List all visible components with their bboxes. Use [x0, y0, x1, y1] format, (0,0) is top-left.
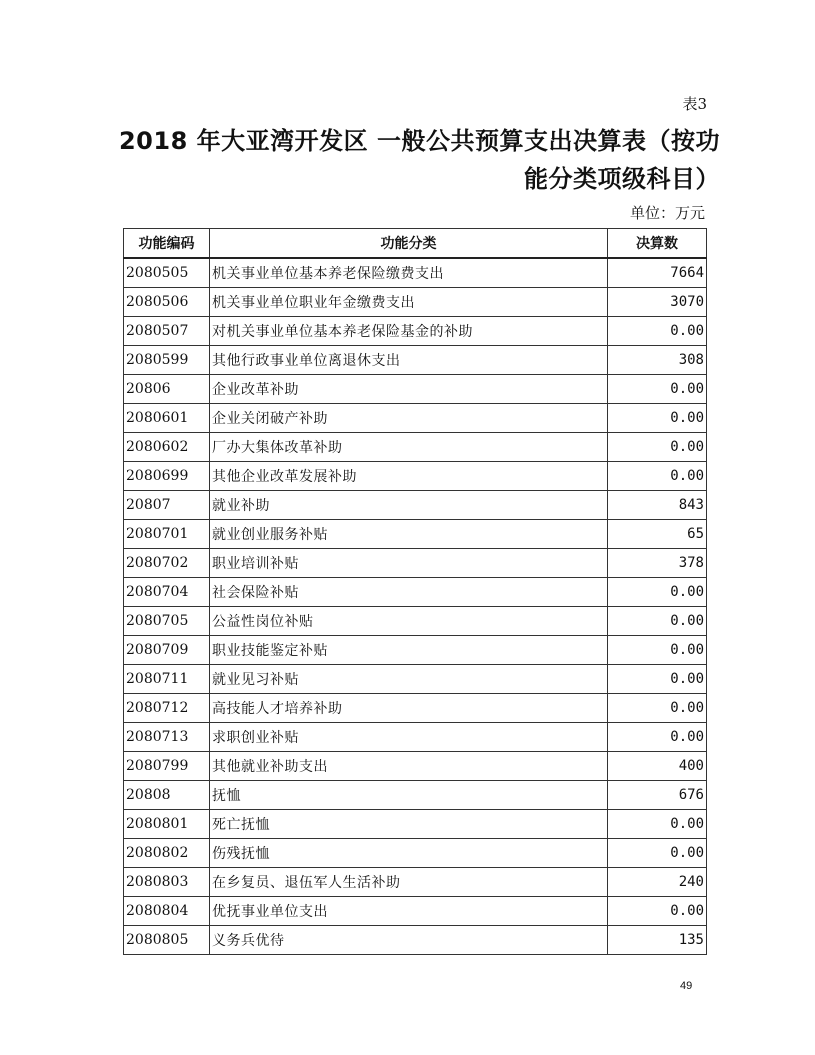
code-cell: 2080704 [124, 578, 210, 607]
table-row [124, 549, 707, 578]
amount-cell: 400 [608, 752, 707, 781]
amount-cell: 0.00 [608, 404, 707, 433]
amount-cell: 308 [608, 346, 707, 375]
amount-cell: 0.00 [608, 636, 707, 665]
name-cell: 其他企业改革发展补助 [210, 462, 608, 491]
code-cell: 2080507 [124, 317, 210, 346]
name-cell: 优抚事业单位支出 [210, 897, 608, 926]
table-row [124, 723, 707, 752]
amount-cell: 65 [608, 520, 707, 549]
name-cell: 在乡复员、退伍军人生活补助 [210, 868, 608, 897]
code-cell: 2080804 [124, 897, 210, 926]
code-cell: 2080803 [124, 868, 210, 897]
table-row [124, 665, 707, 694]
table-row [124, 317, 707, 346]
name-cell: 就业补助 [210, 491, 608, 520]
amount-cell: 843 [608, 491, 707, 520]
code-cell: 2080805 [124, 926, 210, 955]
amount-cell: 0.00 [608, 462, 707, 491]
name-cell: 就业创业服务补贴 [210, 520, 608, 549]
name-cell: 其他就业补助支出 [210, 752, 608, 781]
table-row [124, 694, 707, 723]
table-row [124, 433, 707, 462]
name-cell: 职业技能鉴定补贴 [210, 636, 608, 665]
name-cell: 企业关闭破产补助 [210, 404, 608, 433]
code-cell: 20806 [124, 375, 210, 404]
table-row [124, 897, 707, 926]
name-cell: 机关事业单位职业年金缴费支出 [210, 288, 608, 317]
amount-cell: 135 [608, 926, 707, 955]
name-cell: 其他行政事业单位离退休支出 [210, 346, 608, 375]
table-row [124, 839, 707, 868]
budget-table [123, 228, 707, 955]
amount-cell: 0.00 [608, 375, 707, 404]
table-row [124, 462, 707, 491]
table-row [124, 781, 707, 810]
amount-cell: 0.00 [608, 607, 707, 636]
amount-cell: 0.00 [608, 665, 707, 694]
amount-cell: 0.00 [608, 810, 707, 839]
name-cell: 对机关事业单位基本养老保险基金的补助 [210, 317, 608, 346]
name-cell: 高技能人才培养补助 [210, 694, 608, 723]
code-cell: 2080802 [124, 839, 210, 868]
header-row [124, 229, 707, 259]
name-cell: 就业见习补贴 [210, 665, 608, 694]
table-row [124, 375, 707, 404]
header-code: 功能编码 [124, 229, 210, 259]
table-row [124, 578, 707, 607]
code-cell: 2080712 [124, 694, 210, 723]
amount-cell: 0.00 [608, 723, 707, 752]
amount-cell: 7664 [608, 258, 707, 288]
code-cell: 2080602 [124, 433, 210, 462]
table-row [124, 288, 707, 317]
header-amount: 决算数 [608, 229, 707, 259]
name-cell: 求职创业补贴 [210, 723, 608, 752]
document-title [90, 122, 720, 198]
name-cell: 公益性岗位补贴 [210, 607, 608, 636]
header-name: 功能分类 [210, 229, 608, 259]
table-row [124, 491, 707, 520]
code-cell: 2080701 [124, 520, 210, 549]
table-label: 表3 [682, 95, 707, 113]
name-cell: 职业培训补贴 [210, 549, 608, 578]
code-cell: 2080709 [124, 636, 210, 665]
name-cell: 企业改革补助 [210, 375, 608, 404]
amount-cell: 0.00 [608, 433, 707, 462]
amount-cell: 0.00 [608, 578, 707, 607]
name-cell: 厂办大集体改革补助 [210, 433, 608, 462]
code-cell: 2080699 [124, 462, 210, 491]
amount-cell: 0.00 [608, 317, 707, 346]
name-cell: 抚恤 [210, 781, 608, 810]
table-row [124, 810, 707, 839]
code-cell: 2080599 [124, 346, 210, 375]
table-row [124, 404, 707, 433]
title-line-1: 2018 年大亚湾开发区 一般公共预算支出决算表（按功 [118, 127, 720, 155]
name-cell: 死亡抚恤 [210, 810, 608, 839]
code-cell: 2080705 [124, 607, 210, 636]
unit-label: 单位：万元 [629, 204, 705, 222]
code-cell: 2080713 [124, 723, 210, 752]
code-cell: 2080702 [124, 549, 210, 578]
name-cell: 伤残抚恤 [210, 839, 608, 868]
amount-cell: 0.00 [608, 839, 707, 868]
amount-cell: 0.00 [608, 694, 707, 723]
amount-cell: 378 [608, 549, 707, 578]
amount-cell: 3070 [608, 288, 707, 317]
table-body [124, 258, 707, 955]
page-number: 49 [680, 980, 693, 992]
name-cell: 机关事业单位基本养老保险缴费支出 [210, 258, 608, 288]
table-row [124, 258, 707, 288]
table-row [124, 607, 707, 636]
table-row [124, 752, 707, 781]
code-cell: 2080601 [124, 404, 210, 433]
table-row [124, 346, 707, 375]
code-cell: 2080505 [124, 258, 210, 288]
title-line-2: 能分类项级科目） [524, 165, 720, 193]
table-row [124, 636, 707, 665]
code-cell: 20807 [124, 491, 210, 520]
code-cell: 2080801 [124, 810, 210, 839]
code-cell: 2080711 [124, 665, 210, 694]
code-cell: 2080506 [124, 288, 210, 317]
code-cell: 20808 [124, 781, 210, 810]
amount-cell: 240 [608, 868, 707, 897]
amount-cell: 0.00 [608, 897, 707, 926]
name-cell: 义务兵优待 [210, 926, 608, 955]
table-row [124, 926, 707, 955]
table-row [124, 868, 707, 897]
table-row [124, 520, 707, 549]
name-cell: 社会保险补贴 [210, 578, 608, 607]
amount-cell: 676 [608, 781, 707, 810]
code-cell: 2080799 [124, 752, 210, 781]
